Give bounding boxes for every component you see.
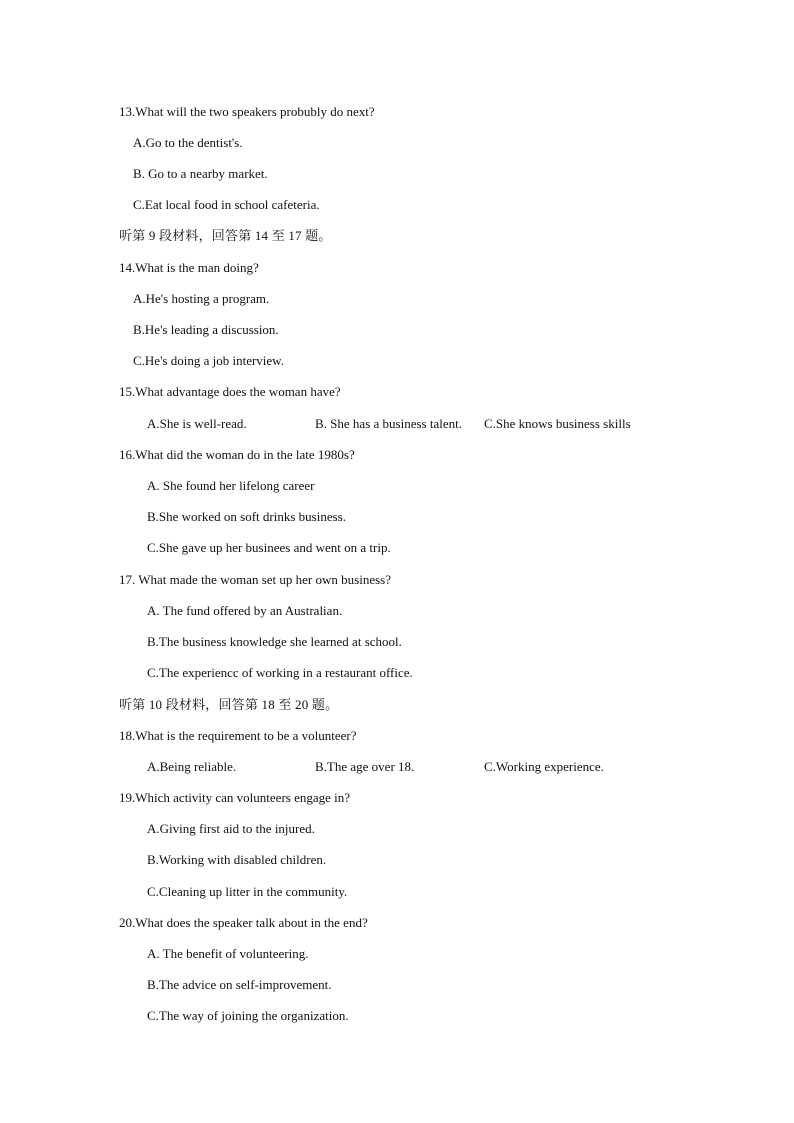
q17-option-a: A. The fund offered by an Australian. bbox=[147, 603, 343, 618]
q15-options-row bbox=[147, 416, 667, 432]
q18-options-row bbox=[147, 759, 667, 775]
q13-option-b: B. Go to a nearby market. bbox=[133, 166, 268, 181]
q13-option-a: A.Go to the dentist's. bbox=[133, 135, 243, 150]
q15-option-a: A.She is well-read. bbox=[147, 416, 247, 431]
question-19: 19.Which activity can volunteers engage in? bbox=[119, 790, 351, 805]
q17-option-c: C.The experiencc of working in a restaurant office. bbox=[147, 665, 413, 680]
question-16: 16.What did the woman do in the late 1980s? bbox=[119, 447, 355, 462]
question-14: 14.What is the man doing? bbox=[119, 260, 259, 275]
q19-option-b: B.Working with disabled children. bbox=[147, 852, 327, 867]
q20-option-b: B.The advice on self-improvement. bbox=[147, 977, 332, 992]
question-17: 17. What made the woman set up her own business? bbox=[119, 572, 391, 587]
q16-option-b: B.She worked on soft drinks business. bbox=[147, 509, 346, 524]
question-13: 13.What will the two speakers probubly do next? bbox=[119, 104, 375, 119]
q18-option-a: A.Being reliable. bbox=[147, 759, 237, 774]
q19-option-c: C.Cleaning up litter in the community. bbox=[147, 884, 348, 899]
q14-option-b: B.He's leading a discussion. bbox=[133, 322, 279, 337]
q17-option-b: B.The business knowledge she learned at school. bbox=[147, 634, 402, 649]
section-10-instruction: 听第 10 段材料，回答第 18 至 20 题。 bbox=[119, 697, 339, 712]
q15-option-b: B. She has a business talent. bbox=[315, 416, 462, 431]
q20-option-c: C.The way of joining the organization. bbox=[147, 1008, 349, 1023]
q20-option-a: A. The benefit of volunteering. bbox=[147, 946, 309, 961]
question-20: 20.What does the speaker talk about in the end? bbox=[119, 915, 368, 930]
q19-option-a: A.Giving first aid to the injured. bbox=[147, 821, 315, 836]
q15-option-c: C.She knows business skills bbox=[484, 416, 631, 431]
q18-option-c: C.Working experience. bbox=[484, 759, 604, 774]
q18-option-b: B.The age over 18. bbox=[315, 759, 415, 774]
question-18: 18.What is the requirement to be a volunteer? bbox=[119, 728, 357, 743]
section-9-instruction: 听第 9 段材料，回答第 14 至 17 题。 bbox=[119, 228, 332, 243]
q16-option-c: C.She gave up her businees and went on a trip. bbox=[147, 540, 391, 555]
q14-option-c: C.He's doing a job interview. bbox=[133, 353, 284, 368]
q16-option-a: A. She found her lifelong career bbox=[147, 478, 315, 493]
q13-option-c: C.Eat local food in school cafeteria. bbox=[133, 197, 320, 212]
q14-option-a: A.He's hosting a program. bbox=[133, 291, 270, 306]
question-15: 15.What advantage does the woman have? bbox=[119, 384, 341, 399]
